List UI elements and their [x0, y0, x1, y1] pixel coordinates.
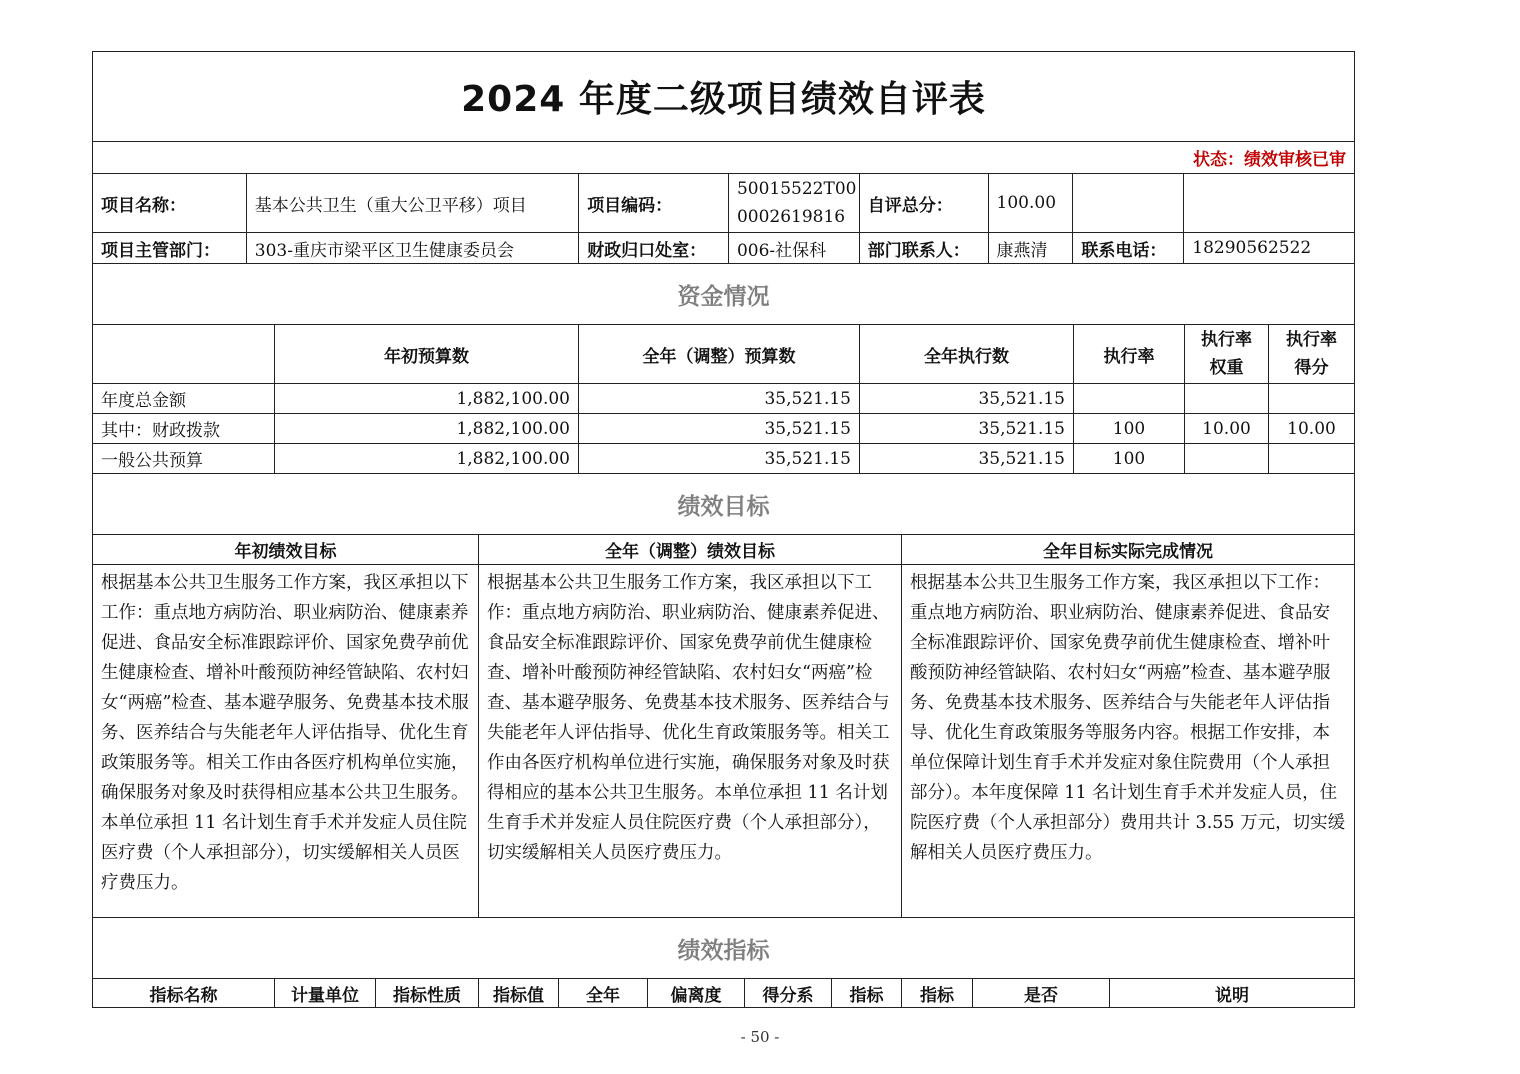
funds-section-title: 资金情况 — [677, 283, 770, 310]
indicators-header-indicator-b: 指标 — [901, 979, 972, 1007]
status-badge: 状态：绩效审核已审 — [1193, 150, 1346, 170]
info-row-1 — [93, 173, 1354, 232]
funds-header-row — [93, 324, 1354, 383]
goals-section-header — [93, 473, 1354, 534]
goals-section-title: 绩效目标 — [677, 493, 770, 520]
indicators-header-name: 指标名称 — [149, 985, 218, 1006]
project-name-label: 项目名称： — [101, 195, 186, 216]
project-code-line1: 50015522T00 — [736, 179, 857, 199]
funds-row-label: 一般公共预算 — [101, 451, 203, 471]
funds-row-label: 年度总金额 — [101, 391, 186, 411]
funds-row-general — [93, 443, 1354, 473]
finance-value: 006-社保科 — [728, 233, 859, 263]
funds-header-adjusted: 全年（调整）预算数 — [578, 325, 859, 383]
indicators-header-deviation: 偏离度 — [647, 979, 744, 1007]
self-evaluation-table — [92, 51, 1355, 1008]
funds-row-total — [93, 383, 1354, 413]
phone-value: 18290562522 — [1183, 233, 1354, 263]
funds-row-label: 其中：财政拨款 — [101, 421, 220, 441]
funds-row-fiscal — [93, 413, 1354, 443]
funds-header-score: 执行率 得分 — [1268, 325, 1354, 383]
indicators-header-coefficient: 得分系 — [744, 979, 831, 1007]
indicators-section-title: 绩效指标 — [677, 937, 770, 964]
finance-label: 财政归口处室： — [578, 233, 728, 263]
goals-header-actual: 全年目标实际完成情况 — [901, 535, 1354, 564]
project-name-value: 基本公共卫生（重大公卫平移）项目 — [246, 174, 578, 232]
funds-row-executed: 35,521.15 — [859, 414, 1073, 443]
score-label: 自评总分： — [859, 174, 988, 232]
blank-cell — [1072, 174, 1183, 232]
project-code-line2: 0002619816 — [736, 207, 846, 227]
indicators-header-nature: 指标性质 — [375, 979, 478, 1007]
indicators-header-unit: 计量单位 — [274, 979, 375, 1007]
page-number: - 50 - — [740, 1028, 780, 1046]
indicators-section-header — [93, 917, 1354, 978]
indicators-header-note: 说明 — [1109, 979, 1354, 1007]
status-row — [93, 141, 1354, 173]
funds-header-weight: 执行率 权重 — [1184, 325, 1268, 383]
indicators-header-value: 指标值 — [478, 979, 558, 1007]
funds-row-score: 10.00 — [1268, 414, 1354, 443]
funds-row-initial: 1,882,100.00 — [274, 444, 578, 473]
indicators-header-annual: 全年 — [558, 979, 647, 1007]
goals-header-adjusted: 全年（调整）绩效目标 — [478, 535, 901, 564]
funds-row-weight — [1184, 384, 1268, 413]
funds-row-adjusted: 35,521.15 — [578, 384, 859, 413]
score-value: 100.00 — [988, 174, 1073, 232]
info-row-2 — [93, 232, 1354, 263]
funds-row-adjusted: 35,521.15 — [578, 444, 859, 473]
funds-row-score — [1268, 384, 1354, 413]
funds-row-score — [1268, 444, 1354, 473]
indicators-header-whether: 是否 — [972, 979, 1109, 1007]
funds-row-weight — [1184, 444, 1268, 473]
goals-adjusted-text: 根据基本公共卫生服务工作方案，我区承担以下工作：重点地方病防治、职业病防治、健康素养促进、食品安全标准跟踪评价、国家免费孕前优生健康检查、增补叶酸预防神经管缺陷、农村妇女“两癌”检查、基本避孕服务、免费基本技术服务、医养结合与失能老年人评估指导、优化生育政策服务等。相关工作由各医疗机构单位进行实施，确保服务对象及时获得相应的基本公共卫生服务。本单位承担 11 名计划生育手术并发症人员住院医疗费（个人承担部分），切实缓解相关人员医疗费压力。 — [478, 565, 901, 917]
goals-header-initial: 年初绩效目标 — [234, 542, 337, 562]
project-code-label: 项目编码： — [578, 174, 728, 232]
funds-row-rate: 100 — [1073, 444, 1184, 473]
project-code-value — [728, 174, 859, 232]
funds-row-rate: 100 — [1073, 414, 1184, 443]
contact-label: 部门联系人： — [859, 233, 988, 263]
indicators-header-indicator-a: 指标 — [831, 979, 901, 1007]
funds-header-blank — [93, 325, 274, 383]
funds-row-executed: 35,521.15 — [859, 444, 1073, 473]
dept-label: 项目主管部门： — [101, 240, 220, 261]
goals-content-row — [93, 564, 1354, 917]
funds-section-header — [93, 263, 1354, 324]
indicators-header-row — [93, 978, 1354, 1007]
blank-cell — [1183, 174, 1354, 232]
goals-header-row — [93, 534, 1354, 564]
funds-row-adjusted: 35,521.15 — [578, 414, 859, 443]
funds-row-weight: 10.00 — [1184, 414, 1268, 443]
funds-row-initial: 1,882,100.00 — [274, 384, 578, 413]
goals-actual-text: 根据基本公共卫生服务工作方案，我区承担以下工作：重点地方病防治、职业病防治、健康素养促进、食品安全标准跟踪评价、国家免费孕前优生健康检查、增补叶酸预防神经管缺陷、农村妇女“两癌”检查、基本避孕服务、免费基本技术服务、医养结合与失能老年人评估指导、优化生育政策服务等服务内容。根据工作安排，本单位保障计划生育手术并发症对象住院费用（个人承担部分）。本年度保障 11 名计划生育手术并发症人员，住院医疗费（个人承担部分）费用共计 3.55 万元，切实缓解相关人员医疗费压力。 — [901, 565, 1354, 917]
funds-row-rate — [1073, 384, 1184, 413]
funds-header-rate: 执行率 — [1073, 325, 1184, 383]
funds-row-initial: 1,882,100.00 — [274, 414, 578, 443]
funds-header-initial: 年初预算数 — [274, 325, 578, 383]
phone-label: 联系电话： — [1072, 233, 1183, 263]
dept-value: 303-重庆市梁平区卫生健康委员会 — [246, 233, 578, 263]
title-row — [93, 52, 1354, 141]
goals-initial-text: 根据基本公共卫生服务工作方案，我区承担以下工作：重点地方病防治、职业病防治、健康素养促进、食品安全标准跟踪评价、国家免费孕前优生健康检查、增补叶酸预防神经管缺陷、农村妇女“两癌”检查、基本避孕服务、免费基本技术服务、医养结合与失能老年人评估指导、优化生育政策服务等。相关工作由各医疗机构单位实施，确保服务对象及时获得相应基本公共卫生服务。本单位承担 11 名计划生育手术并发症人员住院医疗费（个人承担部分），切实缓解相关人员医疗费压力。 — [101, 573, 469, 893]
funds-header-executed: 全年执行数 — [859, 325, 1073, 383]
page-title: 2024 年度二级项目绩效自评表 — [461, 79, 986, 120]
funds-row-executed: 35,521.15 — [859, 384, 1073, 413]
contact-value: 康燕清 — [988, 233, 1073, 263]
